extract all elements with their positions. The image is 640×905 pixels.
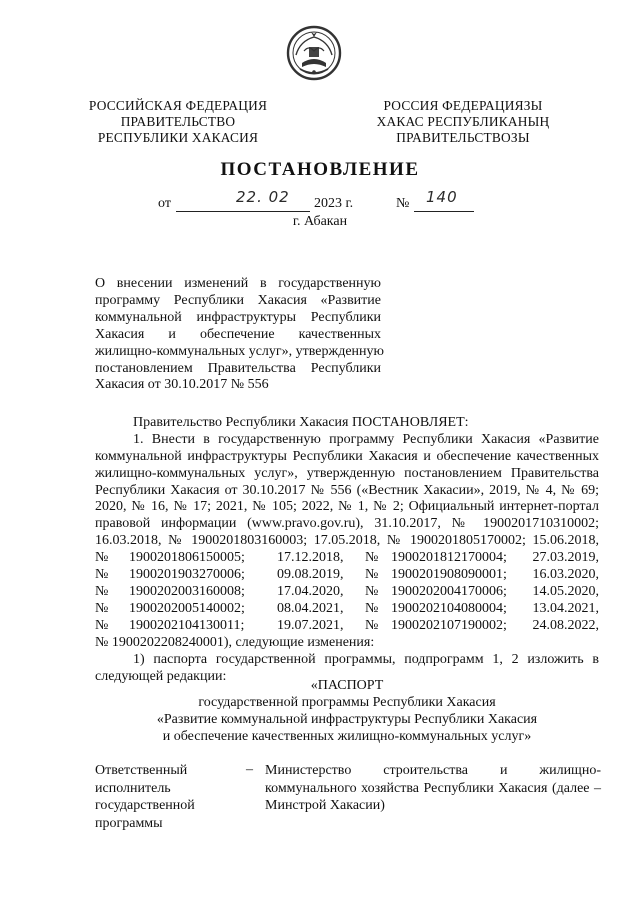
table-cell: № [365,566,379,582]
table-cell: № [365,583,379,599]
table-cell: 16.03.2020, [532,566,599,582]
passport-heading-line: «Развитие коммунальной инфраструктуры Республики Хакасия [156,711,538,727]
table-row [95,584,599,601]
handwritten-date: 22. 02 [236,188,290,206]
table-cell: 1900202104130011; [129,617,245,633]
city-label: г. Абакан [292,214,348,229]
subject-line: Хакасия от 30.10.2017 № 556 [95,377,269,393]
table-cell: 1900201908090001; [391,566,507,582]
registration-numbers-table [95,550,599,635]
paragraph-line: 16.03.2018, № 1900201803160003; 17.05.2018, № 1900201805170002; 15.06.2018, [95,533,599,549]
table-row [95,567,599,584]
subject-line: О внесении изменений в государственную [95,276,381,291]
subject-line: коммунальной инфраструктуры Республики [95,309,381,325]
resolution-line: Правительство Республики Хакасия ПОСТАНОВЛЯЕТ: [133,415,469,430]
table-cell: 1900201806150005; [129,550,245,565]
table-cell: 14.05.2020, [532,583,599,599]
header-right-block [368,98,558,146]
table-cell: 1900201812170004; [391,550,507,565]
date-from-label: от [158,196,171,211]
coat-of-arms-emblem [286,25,342,81]
value-line: Минстрой Хакасии) [265,798,385,813]
label-line: программы [95,815,163,831]
table-cell: 24.08.2022, [532,617,599,633]
table-cell: 08.04.2021, [277,600,344,616]
subject-line: Хакасия и обеспечение качественных [95,326,381,342]
paragraph-line: следующей редакции: [95,668,227,684]
passport-heading-line: и обеспечение качественных жилищно-коммунальных услуг» [162,728,532,744]
year-label: 2023 г. [314,196,354,211]
passport-heading-line: государственной программы Республики Хакасия [198,694,496,710]
paragraph-line: 1. Внести в государственную программу Республики Хакасия «Развитие [133,431,599,447]
subject-line: жилищно-коммунальных услуг», утвержденную [95,343,384,359]
body-text [95,415,599,550]
passport-heading-line: «ПАСПОРТ [310,678,384,693]
table-cell: № [365,600,379,616]
table-cell: № [95,550,109,565]
value-line: Министерство строительства и жилищно- [265,763,601,778]
paragraph-line: коммунальной инфраструктуры Республики Хакасия и обеспечение качественных [95,448,599,464]
paragraph-line: Республики Хакасия от 30.10.2017 № 556 («Вестник Хакасии», 2019, № 4, № 69; [95,482,599,498]
table-row [95,601,599,618]
number-underline [414,211,474,212]
table-cell: 1900202005140002; [129,600,245,616]
table-row [95,618,599,635]
label-line: Ответственный [95,763,188,778]
handwritten-number: 140 [426,188,458,206]
responsible-executor-value [265,762,601,815]
subject-line: программу Республики Хакасия «Развитие [95,292,381,308]
table-cell: 17.12.2018, [277,550,344,565]
header-left-line: РОССИЙСКАЯ ФЕДЕРАЦИЯ [88,98,268,113]
table-cell: 19.07.2021, [277,617,344,633]
number-label: № [396,196,410,211]
label-line: государственной [95,798,195,813]
table-cell: 09.08.2019, [277,566,344,582]
table-cell: № [365,617,379,633]
table-cell: № [95,617,109,633]
table-cell: 27.03.2019, [532,550,599,565]
responsible-executor-label [95,762,225,832]
paragraph-line: жилищно-коммунальных услуг», утвержденную постановлением Правительства [95,465,599,481]
subject-line: постановлением Правительства Республики [95,360,381,376]
table-cell: № [365,550,379,565]
date-underline [176,211,310,212]
paragraph-line: № 1900202208240001), следующие изменения: [95,635,375,650]
table-row [95,550,599,567]
paragraph-line: правовой информации (www.pravo.gov.ru), 31.10.2017, № 1900201710310002; [95,516,599,532]
header-right-line: РОССИЯ ФЕДЕРАЦИЯЗЫ [383,98,543,113]
header-left-line: ПРАВИТЕЛЬСТВО [120,114,236,129]
header-left-block [88,98,268,146]
table-cell: 17.04.2020, [277,583,344,599]
passport-heading [95,678,599,746]
table-cell: № [95,566,109,582]
value-line: коммунального хозяйства Республики Хакасия (далее – [265,780,601,796]
paragraph-line: 1) паспорта государственной программы, подпрограмм 1, 2 изложить в [133,651,599,667]
table-cell: № [95,600,109,616]
label-line: исполнитель [95,780,171,796]
header-right-line: ПРАВИТЕЛЬСТВОЗЫ [396,130,530,145]
document-title: ПОСТАНОВЛЕНИЕ [220,159,420,180]
table-cell: 1900202107190002; [391,617,507,633]
table-cell: 13.04.2021, [532,600,599,616]
header-left-line: РЕСПУБЛИКИ ХАКАСИЯ [97,130,259,145]
table-cell: 1900201903270006; [129,566,245,582]
header-right-line: ХАКАС РЕСПУБЛИКАНЫҢ [376,114,550,129]
dash-separator: – [246,762,253,777]
subject-block [95,276,384,394]
table-cell: 1900202104080004; [391,600,507,616]
table-cell: 1900202004170006; [391,583,507,599]
table-cell: 1900202003160008; [129,583,245,599]
table-cell: № [95,583,109,599]
paragraph-line: 2020, № 16, № 17; 2021, № 105; 2022, № 1, № 2; Официальный интернет-портал [95,499,599,515]
